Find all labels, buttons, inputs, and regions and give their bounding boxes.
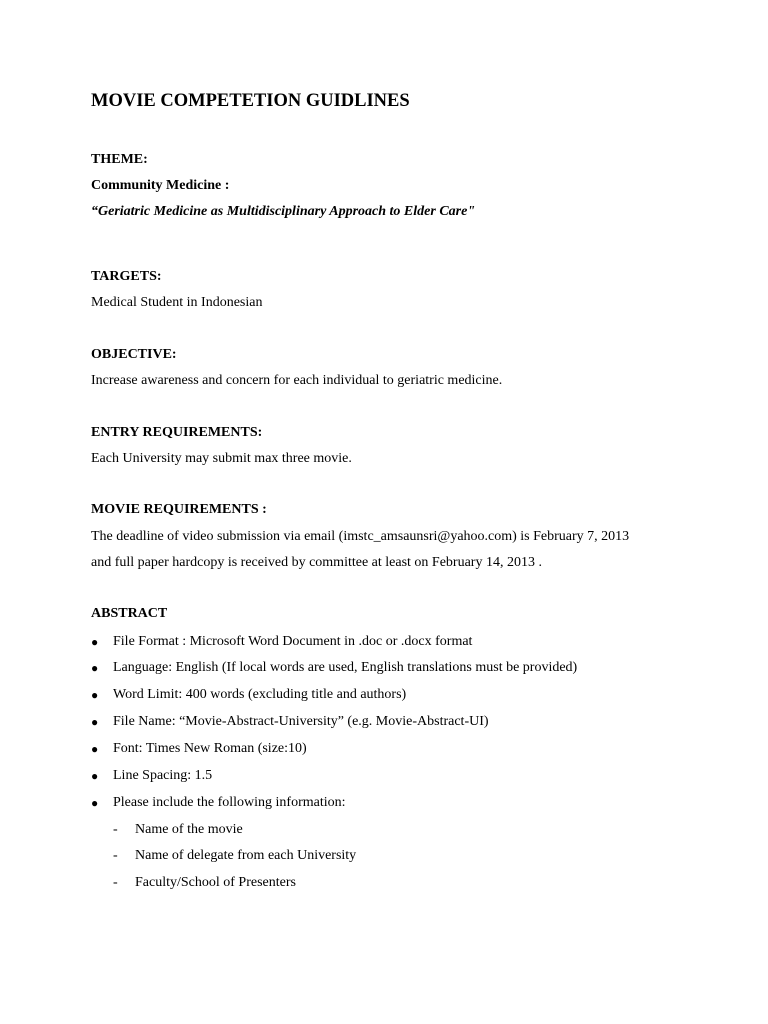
bullet-icon: ● bbox=[91, 742, 99, 756]
entry-requirements-text: Each University may submit max three movie. bbox=[91, 451, 352, 466]
abstract-heading: ABSTRACT bbox=[91, 606, 168, 621]
movie-requirements-line-1: The deadline of video submission via email (imstc_amsaunsri@yahoo.com) is February 7, 2013 bbox=[91, 529, 630, 544]
sub-list-item-text: Name of delegate from each University bbox=[135, 848, 357, 863]
document-title: MOVIE COMPETETION GUIDLINES bbox=[91, 91, 410, 111]
movie-requirements-line-2: and full paper hardcopy is received by committee at least on February 14, 2013 . bbox=[91, 555, 542, 570]
dash-icon: - bbox=[113, 848, 118, 863]
entry-requirements-heading: ENTRY REQUIREMENTS: bbox=[91, 425, 263, 440]
bullet-icon: ● bbox=[91, 769, 99, 783]
bullet-icon: ● bbox=[91, 661, 99, 675]
movie-requirements-heading: MOVIE REQUIREMENTS : bbox=[91, 502, 267, 517]
bullet-icon: ● bbox=[91, 688, 99, 702]
sub-list-item-text: Name of the movie bbox=[135, 822, 243, 837]
theme-subject: Community Medicine : bbox=[91, 178, 230, 193]
theme-heading: THEME: bbox=[91, 152, 148, 167]
list-item-text: Language: English (If local words are used, English translations must be provided) bbox=[113, 660, 578, 675]
list-item-text: Font: Times New Roman (size:10) bbox=[113, 741, 307, 756]
dash-icon: - bbox=[113, 875, 118, 890]
list-item-text: Please include the following information: bbox=[113, 795, 346, 810]
theme-quote: “Geriatric Medicine as Multidisciplinary Approach to Elder Care" bbox=[91, 204, 476, 219]
objective-text: Increase awareness and concern for each individual to geriatric medicine. bbox=[91, 373, 503, 388]
bullet-icon: ● bbox=[91, 715, 99, 729]
targets-heading: TARGETS: bbox=[91, 269, 162, 284]
bullet-icon: ● bbox=[91, 635, 99, 649]
bullet-icon: ● bbox=[91, 796, 99, 810]
objective-heading: OBJECTIVE: bbox=[91, 347, 177, 362]
sub-list-item-text: Faculty/School of Presenters bbox=[135, 875, 296, 890]
list-item-text: File Format : Microsoft Word Document in .doc or .docx format bbox=[113, 634, 473, 649]
targets-text: Medical Student in Indonesian bbox=[91, 295, 263, 310]
list-item-text: File Name: “Movie-Abstract-University” (e.g. Movie-Abstract-UI) bbox=[113, 714, 489, 729]
list-item-text: Line Spacing: 1.5 bbox=[113, 768, 213, 783]
dash-icon: - bbox=[113, 822, 118, 837]
list-item-text: Word Limit: 400 words (excluding title and authors) bbox=[113, 687, 407, 702]
